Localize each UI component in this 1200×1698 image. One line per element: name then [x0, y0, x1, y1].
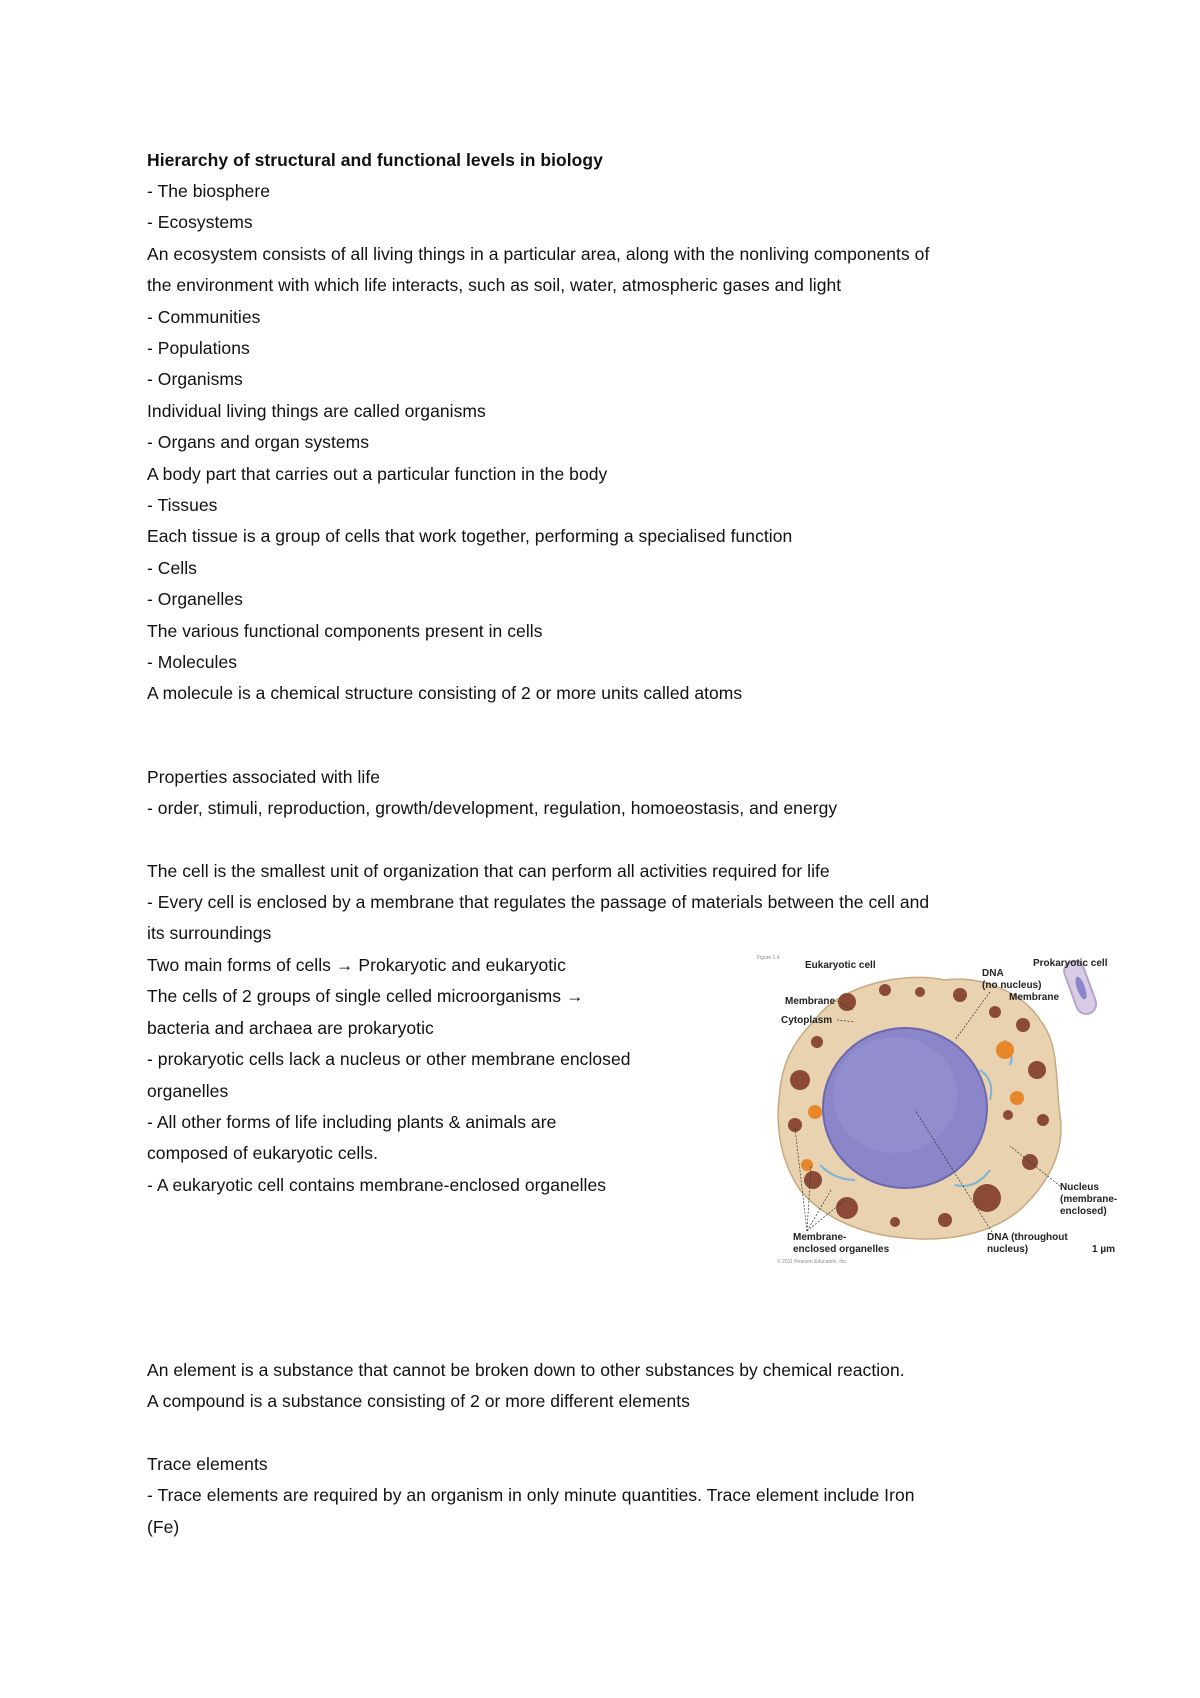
text-line: - Molecules: [147, 652, 238, 672]
organelles-label: Membrane-: [793, 1232, 847, 1243]
text-line: Individual living things are called organisms: [147, 401, 486, 421]
cell-diagram-svg: [755, 950, 1140, 1280]
right-arrow-icon: →: [566, 986, 584, 1006]
text-line: - order, stimuli, reproduction, growth/development, regulation, homoeostasis, and energy: [147, 798, 838, 818]
organelle-shape: [989, 1006, 1001, 1018]
organelle-shape: [915, 987, 925, 997]
text-line: - Cells: [147, 558, 197, 578]
organelle-shape: [836, 1197, 858, 1219]
text-line: the environment with which life interacts, such as soil, water, atmospheric gases and light: [147, 275, 842, 295]
organelles-label-detail: enclosed organelles: [793, 1244, 890, 1255]
text-line: - Trace elements are required by an organism in only minute quantities. Trace element include Iron: [147, 1485, 915, 1505]
text-segment: Two main forms of cells: [147, 955, 336, 975]
organelle-shape: [801, 1159, 813, 1171]
nucleus-highlight: [833, 1037, 957, 1153]
figure-number-label: Figure 1.4: [757, 955, 780, 961]
scale-label: 1 µm: [1092, 1244, 1115, 1255]
organelle-shape: [890, 1217, 900, 1227]
text-line: A body part that carries out a particular function in the body: [147, 464, 608, 484]
text-line: - Tissues: [147, 495, 218, 515]
prokaryotic-cell-title: Prokaryotic cell: [1033, 958, 1108, 969]
organelle-shape: [953, 988, 967, 1002]
text-line: A compound is a substance consisting of 2 or more different elements: [147, 1391, 690, 1411]
text-line: - All other forms of life including plants & animals are: [147, 1112, 557, 1132]
text-line: - Organs and organ systems: [147, 432, 370, 452]
text-line: The cell is the smallest unit of organization that can perform all activities required for life: [147, 861, 830, 881]
right-arrow-icon: →: [335, 955, 354, 975]
dna-nucleus-label: DNA (throughout: [987, 1232, 1068, 1243]
text-line: - Populations: [147, 338, 250, 358]
organelle-shape: [996, 1041, 1014, 1059]
organelle-shape: [938, 1213, 952, 1227]
text-line: (Fe): [147, 1517, 180, 1537]
text-line: The various functional components present in cells: [147, 621, 543, 641]
text-line: - Every cell is enclosed by a membrane that regulates the passage of materials between the cell and: [147, 892, 930, 912]
nucleus-label-detail: enclosed): [1060, 1206, 1107, 1217]
dna-label: DNA: [982, 968, 1004, 979]
dna-label-detail: (no nucleus): [982, 980, 1042, 991]
organelle-shape: [838, 993, 856, 1011]
text-line: - prokaryotic cells lack a nucleus or other membrane enclosed: [147, 1049, 631, 1069]
organelle-shape: [973, 1184, 1001, 1212]
text-line: An ecosystem consists of all living things in a particular area, along with the nonliving components of: [147, 244, 930, 264]
text-line: - Organelles: [147, 589, 243, 609]
text-line: Properties associated with life: [147, 767, 381, 787]
text-line: - Ecosystems: [147, 212, 253, 232]
eukaryotic-cell-title: Eukaryotic cell: [805, 960, 876, 971]
cytoplasm-label: Cytoplasm: [781, 1015, 833, 1026]
text-line: composed of eukaryotic cells.: [147, 1143, 379, 1163]
copyright-label: © 2011 Pearson Education, Inc.: [777, 1259, 848, 1265]
membrane-label: Membrane: [785, 996, 836, 1007]
membrane-prokaryote-label: Membrane: [1009, 992, 1060, 1003]
text-line: - A eukaryotic cell contains membrane-enclosed organelles: [147, 1175, 607, 1195]
organelle-shape: [1028, 1061, 1046, 1079]
text-line: Trace elements: [147, 1454, 268, 1474]
text-line: its surroundings: [147, 923, 272, 943]
nucleus-label-detail: (membrane-: [1060, 1194, 1118, 1205]
dna-nucleus-label-detail: nucleus): [987, 1244, 1029, 1255]
text-segment: The cells of 2 groups of single celled microorganisms: [147, 986, 566, 1006]
text-segment: Prokaryotic and eukaryotic: [353, 955, 566, 975]
text-line: organelles: [147, 1081, 229, 1101]
text-line-single-celled: [147, 985, 584, 1007]
text-line-cell-forms: [147, 954, 566, 976]
text-line: An element is a substance that cannot be broken down to other substances by chemical reaction.: [147, 1360, 905, 1380]
text-line: - Communities: [147, 307, 261, 327]
organelle-shape: [1016, 1018, 1030, 1032]
organelle-shape: [1022, 1154, 1038, 1170]
organelle-shape: [804, 1171, 822, 1189]
organelle-shape: [879, 984, 891, 996]
nucleus-label: Nucleus: [1060, 1182, 1099, 1193]
text-line: Each tissue is a group of cells that work together, performing a specialised function: [147, 526, 793, 546]
cell-diagram-figure: [755, 950, 1140, 1280]
text-line: bacteria and archaea are prokaryotic: [147, 1018, 434, 1038]
text-line: - The biosphere: [147, 181, 271, 201]
text-line: A molecule is a chemical structure consisting of 2 or more units called atoms: [147, 683, 743, 703]
organelle-shape: [1003, 1110, 1013, 1120]
section-heading-hierarchy: Hierarchy of structural and functional levels in biology: [147, 150, 603, 170]
organelle-shape: [790, 1070, 810, 1090]
organelle-shape: [811, 1036, 823, 1048]
organelle-shape: [1037, 1114, 1049, 1126]
organelle-shape: [1010, 1091, 1024, 1105]
text-line: - Organisms: [147, 369, 243, 389]
organelle-shape: [808, 1105, 822, 1119]
